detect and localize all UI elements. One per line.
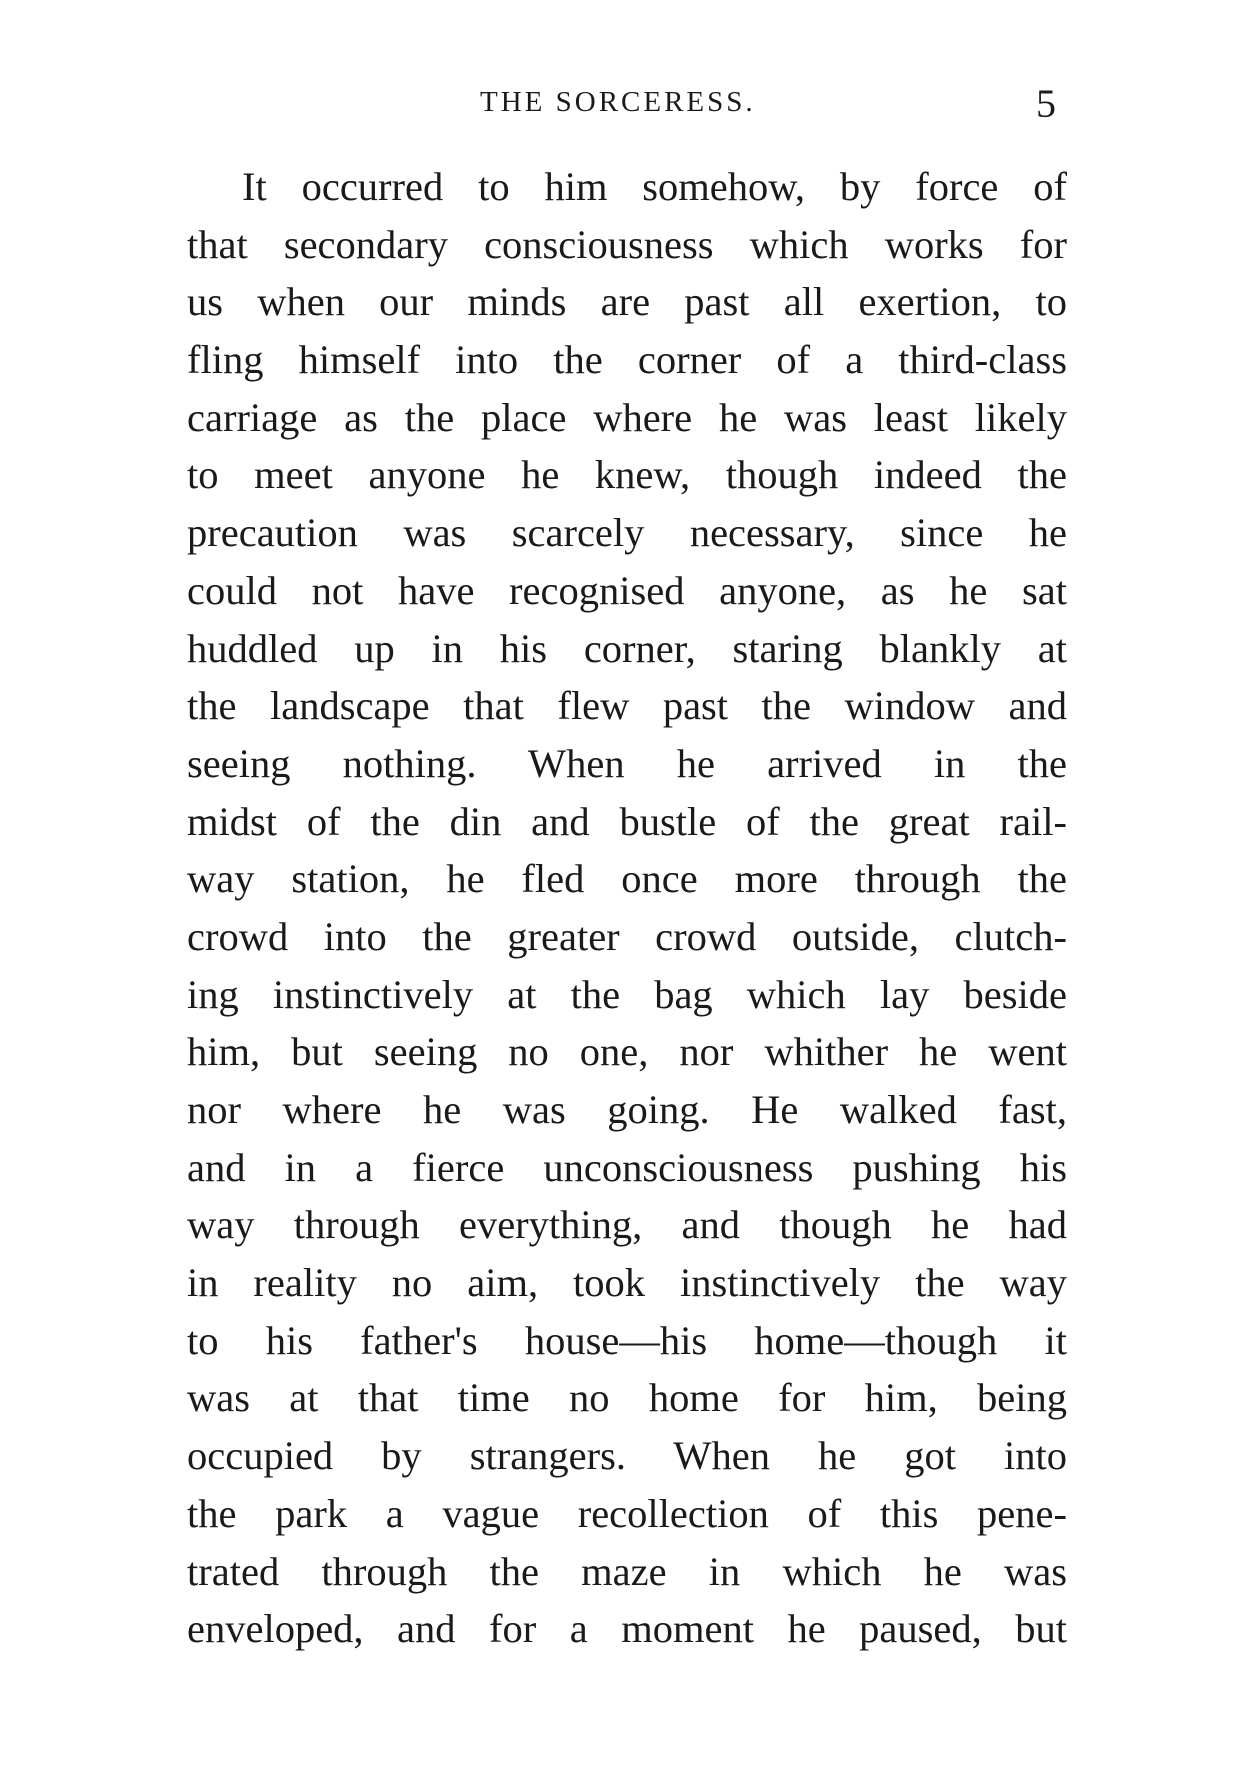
text-line: trated through the maze in which he was xyxy=(187,1548,1067,1594)
text-line: occupied by strangers. When he got into xyxy=(187,1433,1067,1479)
text-line: to meet anyone he knew, though indeed the xyxy=(187,452,1067,498)
text-line: huddled up in his corner, staring blankly at xyxy=(187,625,1067,671)
running-head xyxy=(0,78,1259,138)
body-text xyxy=(187,158,1067,1658)
page-number: 5 xyxy=(1036,81,1056,126)
running-title: THE SORCERESS. xyxy=(480,86,756,118)
text-line: to his father's house—his home—though it xyxy=(187,1317,1067,1363)
text-line: crowd into the greater crowd outside, clutch- xyxy=(187,913,1067,959)
text-line: and in a fierce unconsciousness pushing his xyxy=(187,1144,1067,1190)
text-line: ing instinctively at the bag which lay beside xyxy=(187,971,1067,1017)
text-line: way station, he fled once more through the xyxy=(187,856,1067,902)
text-line: way through everything, and though he had xyxy=(187,1202,1067,1248)
text-line: midst of the din and bustle of the great rail- xyxy=(187,798,1067,844)
text-line: in reality no aim, took instinctively the way xyxy=(187,1260,1067,1306)
text-line: the landscape that flew past the window and xyxy=(187,683,1067,729)
text-line: nor where he was going. He walked fast, xyxy=(187,1087,1067,1132)
text-line: that secondary consciousness which works for xyxy=(187,221,1067,267)
text-line: fling himself into the corner of a third-class xyxy=(187,337,1067,383)
text-line: could not have recognised anyone, as he sat xyxy=(187,567,1067,613)
text-line: us when our minds are past all exertion, to xyxy=(187,279,1067,325)
text-line: the park a vague recollection of this pene- xyxy=(187,1490,1067,1536)
text-line: It occurred to him somehow, by force of xyxy=(242,164,1067,209)
text-line: was at that time no home for him, being xyxy=(187,1375,1067,1421)
text-line: carriage as the place where he was least likely xyxy=(187,394,1067,440)
text-line: seeing nothing. When he arrived in the xyxy=(187,740,1067,786)
text-line: him, but seeing no one, nor whither he went xyxy=(187,1029,1067,1075)
text-line: enveloped, and for a moment he paused, but xyxy=(187,1606,1067,1652)
text-line: precaution was scarcely necessary, since he xyxy=(187,510,1067,556)
